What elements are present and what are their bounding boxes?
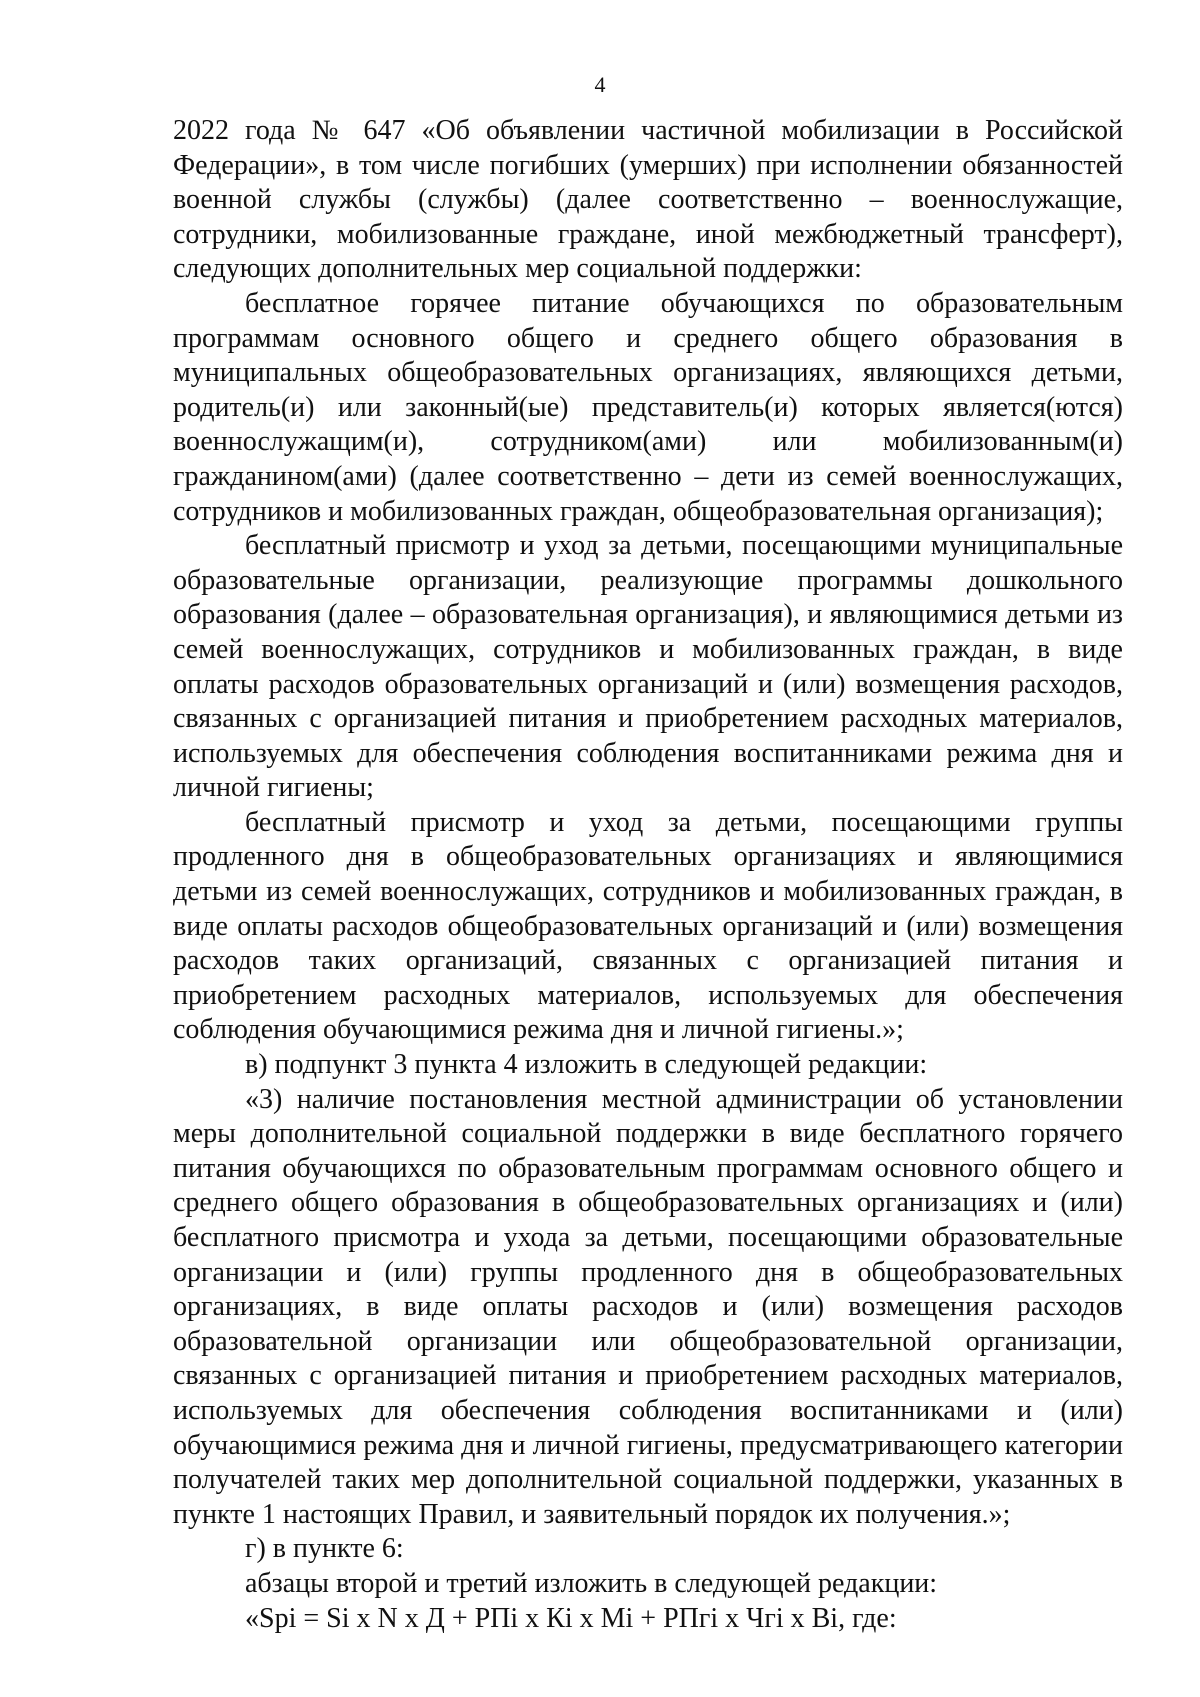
paragraph-free-hot-meals: бесплатное горячее питание обучающихся по образовательным программам основного общего и среднего общего образования в муниципальных общеобразовательных организациях, являющихся детьми, родитель(и) или законный(ые) представитель(и) которых является(ются) военнослужащим(и), сотрудником(ами) или мобилизованным(и) гражданином(ами) (далее соответственно – дети из семей военнослужащих, сотрудников и мобилизованных граждан, общеобразовательная организация); bbox=[173, 287, 1123, 527]
formula-line: «Spi = Si x N x Д + РПi x Кi x Мi + РПгi x Чгi x Вi, где: bbox=[245, 1602, 897, 1634]
paragraph-subitem-g: г) в пункте 6: bbox=[245, 1533, 404, 1565]
paragraph-subitem-3-text: «3) наличие постановления местной администрации об установлении меры дополнительной социальной поддержки в виде бесплатного горячего питания обучающихся по образовательным программам основного общего и среднего общего образования в общеобразовательных организациях и (или) бесплатного присмотра и ухода за детьми, посещающими образовательные организации и (или) группы продленного дня в общеобразовательных организациях, в виде оплаты расходов и (или) возмещения расходов образовательной организации или общеобразовательной организации, связанных с организацией питания и приобретением расходных материалов, используемых для обеспечения соблюдения воспитанниками и (или) обучающимися режима дня и личной гигиены, предусматривающего категории получателей таких мер дополнительной социальной поддержки, указанных в пункте 1 настоящих Правил, и заявительный порядок их получения.»; bbox=[173, 1083, 1123, 1530]
paragraph-preschool-care: бесплатный присмотр и уход за детьми, посещающими муниципальные образовательные организации, реализующие программы дошкольного образования (далее – образовательная организация), и являющимися детьми из семей военнослужащих, сотрудников и мобилизованных граждан, в виде оплаты расходов образовательных организаций и (или) возмещения расходов, связанных с организацией питания и приобретением расходных материалов, используемых для обеспечения соблюдения воспитанниками режима дня и личной гигиены; bbox=[173, 530, 1123, 804]
page-number: 4 bbox=[594, 72, 606, 97]
paragraph-extended-day-groups: бесплатный присмотр и уход за детьми, посещающими группы продленного дня в общеобразовательных организациях и являющимися детьми из семей военнослужащих, сотрудников и мобилизованных граждан, в виде оплаты расходов общеобразовательных организаций и (или) возмещения расходов таких организаций, связанных с организацией питания и приобретением расходных материалов, используемых для обеспечения соблюдения обучающимися режима дня и личной гигиены.»; bbox=[173, 806, 1123, 1046]
paragraph-subitem-v: в) подпункт 3 пункта 4 изложить в следующей редакции: bbox=[245, 1049, 928, 1081]
paragraph-paragraphs-instruction: абзацы второй и третий изложить в следующей редакции: bbox=[245, 1567, 938, 1599]
document-body bbox=[173, 114, 1123, 1636]
paragraph-mobilization-continuation: 2022 года № 647 «Об объявлении частичной мобилизации в Российской Федерации», в том числе погибших (умерших) при исполнении обязанностей военной службы (службы) (далее соответственно – военнослужащие, сотрудники, мобилизованные граждане, иной межбюджетный трансферт), следующих дополнительных мер социальной поддержки: bbox=[173, 115, 1123, 285]
